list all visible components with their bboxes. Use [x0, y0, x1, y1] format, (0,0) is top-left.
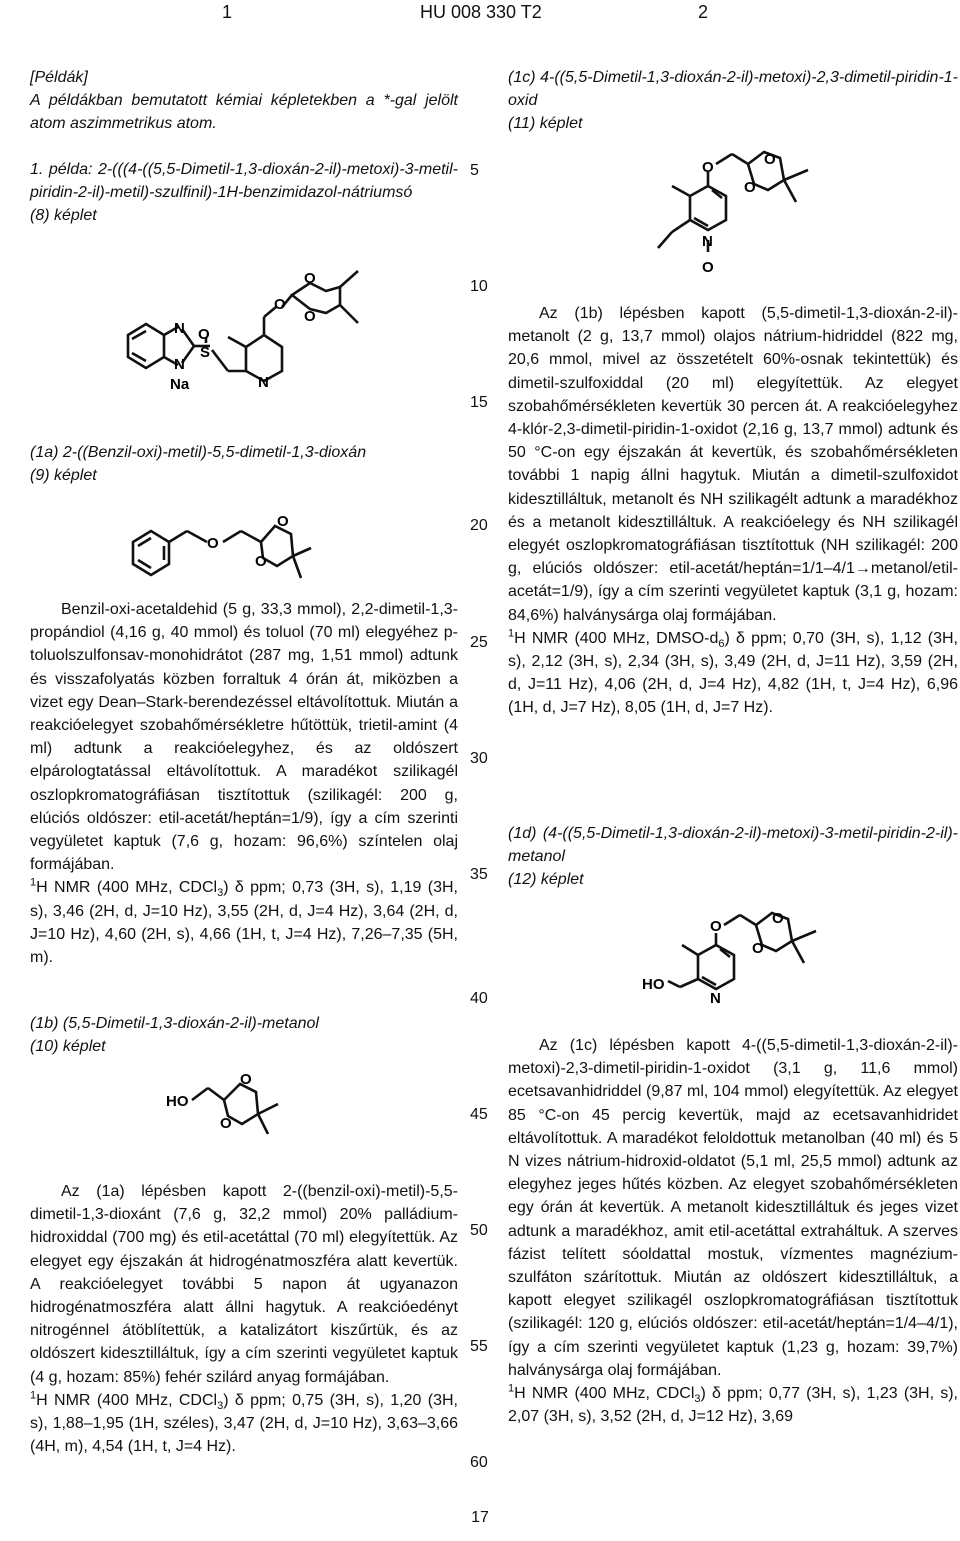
examples-heading: [Példák] [30, 69, 88, 86]
n-oxide-o: O [702, 259, 714, 276]
o-atom-ring-g: O [772, 910, 784, 927]
s-atom: S [200, 344, 211, 361]
o-atom-ether-d: O [710, 918, 722, 935]
example1c-formula: (11) képlet [508, 115, 583, 133]
o-atom-ring-b: O [255, 553, 267, 570]
o-atom-benzyl: O [207, 535, 219, 552]
line-number: 15 [470, 394, 488, 411]
o-atom-ring-e: O [764, 151, 776, 168]
line-number: 50 [470, 1222, 488, 1239]
n-atom-pyridine: N [258, 374, 269, 391]
example1c-title: (1c) 4-((5,5-Dimetil-1,3-dioxán-2-il)-metoxi)-2,3-dimetil-piridin-1-oxid [508, 69, 958, 110]
line-number: 10 [470, 278, 488, 295]
procedure-1a-text: Benzil-oxi-acetaldehid (5 g, 33,3 mmol), 2,2-dimetil-1,3-propándiol (4,16 g, 40 mmol) és toluol (70 ml) elegyéhez p-toluolszulfonsav-monohidrátot (287 mg, 1,51 mmol) adtunk és visszafolyatás közben forraltuk 4 órán át, miközben a vizet egy Dean–Stark-berendezéssel eltávolítottuk. Miután a reakcióelegyet szobahőmérsékletre hűtöttük, trietil-amint (4 ml) adtunk a reakcióelegyhez, és az oldószert elpárologtatással eltávolítottuk. A maradékot szilikagél oszlopkromatográfiásan tisztítottuk (szilikagél: 200 g, elúciós oldószer: etil-acetát/heptán=1/9), így a cím szerinti vegyületet kaptuk (7,6 g, hozam: 96,6%) színtelen olaj formájában. [30, 601, 458, 874]
procedure-1d-text: Az (1c) lépésben kapott 4-((5,5-dimetil-1,3-dioxán-2-il)-metoxi)-2,3-dimetil-piridin-1-oxidot (3,1 g, 11,6 mmol) ecetsavanhidriddel (9,87 ml, 104 mmol) elegyítettük. Az elegyet 85 °C-on 45 percig kevertük, majd az ecetsavanhidridet eltávolítottuk. A maradékot feloldottuk metanolban (40 ml) és 5 N vizes nátrium-hidroxid-oldatot (5,1 ml, 25,5 mmol) adtunk az elegyhez jeges hűtés közben. Az elegyet szobahőmérsékleten egy órán át kevertük. A metanolt kidesztilláltuk és jeges vizet adtunk a maradékhoz, amit etil-acetáttal extraháltuk. A szerves fázist telített sóoldattal mostuk, vízmentes magnézium-szulfáton szárítottuk. Miután az oldószert kidesztilláltuk, a kapott elegyet szilikagél oszlopkromatográfiásan tisztítottuk (szilikagél: 120 g, elúciós oldószer: etil-acetát/heptán=1/4–4/1), így a cím szerinti vegyületet kaptuk (1,23 g, hozam: 39,7%) halványsárga olaj formájában. [508, 1037, 958, 1379]
n-atom-2: N [174, 356, 185, 373]
structure-8 [110, 265, 360, 395]
ho-group: HO [166, 1093, 189, 1110]
page-number: 17 [471, 1509, 489, 1526]
line-number: 60 [470, 1454, 488, 1471]
example1d-title: (1d) (4-((5,5-Dimetil-1,3-dioxán-2-il)-metoxi)-3-metil-piridin-2-il)-metanol [508, 825, 958, 866]
left-page-number: 1 [222, 2, 233, 22]
example1b-heading [30, 1012, 458, 1058]
o-atom-ring-a: O [277, 513, 289, 530]
example1d-heading [508, 822, 958, 892]
o-atom-ether-c: O [702, 159, 714, 176]
line-number: 25 [470, 634, 488, 651]
example1-heading [30, 158, 458, 228]
structure-10 [160, 1070, 300, 1140]
line-number: 45 [470, 1106, 488, 1123]
n-oxide-n: N [702, 233, 713, 250]
example1b-formula: (10) képlet [30, 1038, 106, 1056]
nmr-1d: $^1$H NMR (400 MHz, CDCl$_3$) δ ppm; 0,77 (3H, s), 1,23 (3H, s), 2,07 (3H, s), 3,52 (2H, d, J=12 Hz), 3,69 [508, 1382, 958, 1426]
procedure-1c [508, 302, 958, 720]
right-page-number: 2 [698, 2, 709, 22]
example1a-formula: (9) képlet [30, 467, 97, 485]
procedure-1c-text: Az (1b) lépésben kapott (5,5-dimetil-1,3-dioxán-2-il)-metanolt (2 g, 13,7 mmol) olajos nátrium-hidriddel (822 mg, 20,6 mmol, mivel az összetételt 60%-osnak tekintettük) és dimetil-szulfoxiddal (20 ml) elegyítettük. Az elegyet szobahőmérsékleten kevertük 30 percen át. A reakcióelegyhez 4-klór-2,3-dimetil-piridin-1-oxidot (2,16 g, 13,7 mmol) adtunk és 50 °C-on egy éjszakán át kevertük, és szobahőmérsékleten további 1 napig állni hagytuk. Miután a dimetil-szulfoxidot kidesztilláltuk, metanolt és NH szilikagélt adtunk a maradékhoz és a metanolt kidesztilláltuk. A reakcióelegy és NH szilikagél elegyét oszlopkromatográfiásan tisztítottuk (NH szilikagél: 200 g, elúciós oldószer: etil-acetát/heptán=1/1–4/1→metanol/etil-acetát=1/9), így a cím szerinti vegyületet kaptuk (3,1 g, hozam: 84,6%) halványsárga olaj formájában. [508, 305, 958, 624]
line-number: 5 [470, 162, 479, 179]
procedure-1b-text: Az (1a) lépésben kapott 2-((benzil-oxi)-metil)-5,5-dimetil-1,3-dioxánt (7,6 g, 32,2 mmol) 20% palládium-hidroxiddal (700 mg) és etil-acetáttal (70 ml) elegyítettük. Az elegyet egy éjszakán át hidrogénatmoszféra alatt kevertük. A reakcióelegyet további 5 napon át ugyanazon hidrogénatmoszféra alatt állni hagytuk. A reakcióedényt nitrogénnel átöblítettük, a katalizátort kiszűrtük, és az oldószert kidesztilláltuk, így a cím szerinti vegyületet kaptuk (4 g, hozam: 85%) fehér szilárd anyag formájában. [30, 1183, 458, 1386]
nmr-1c: $^1$H NMR (400 MHz, DMSO-$d_6$) δ ppm; 0,70 (3H, s), 1,12 (3H, s), 2,12 (3H, s), 2,34 (3H, s), 3,49 (2H, d, J=11 Hz), 3,59 (2H, d, J=11 Hz), 4,06 (2H, d, J=4 Hz), 4,82 (1H, t, J=4 Hz), 6,96 (1H, d, J=7 Hz), 8,05 (1H, d, J=7 Hz). [508, 627, 958, 717]
structure-9 [125, 508, 315, 588]
n-atom-1: N [174, 320, 185, 337]
patent-number: HU 008 330 T2 [420, 2, 542, 22]
nmr-1a: $^1$H NMR (400 MHz, CDCl$_3$) δ ppm; 0,73 (3H, s), 1,19 (3H, s), 3,46 (2H, d, J=10 Hz), 3,55 (2H, d, J=4 Hz), 3,64 (2H, d, J=10 Hz), 4,60 (2H, s), 4,66 (1H, t, J=4 Hz), 7,26–7,35 (5H, m). [30, 877, 458, 967]
line-number: 30 [470, 750, 488, 767]
example1b-title: (1b) (5,5-Dimetil-1,3-dioxán-2-il)-metanol [30, 1015, 319, 1032]
example1c-heading [508, 66, 958, 136]
example1-formula: (8) képlet [30, 207, 97, 225]
procedure-1d [508, 1034, 958, 1428]
example1d-formula: (12) képlet [508, 871, 584, 889]
n-atom-d: N [710, 990, 721, 1007]
examples-block [30, 66, 458, 136]
o-atom-ring-d: O [220, 1115, 232, 1132]
procedure-1a [30, 598, 458, 969]
nmr-1b: $^1$H NMR (400 MHz, CDCl$_3$) δ ppm; 0,75 (3H, s), 1,20 (3H, s), 1,88–1,95 (1H, széles), 3,47 (2H, d, J=10 Hz), 3,63–3,66 (4H, m), 4,54 (1H, t, J=4 Hz). [30, 1389, 458, 1456]
na-atom: Na [170, 376, 190, 393]
line-number: 35 [470, 866, 488, 883]
line-number: 55 [470, 1338, 488, 1355]
o-atom-ring-c: O [240, 1071, 252, 1088]
examples-intro: A példákban bemutatott kémiai képletekben a *-gal jelölt atom aszimmetrikus atom. [30, 92, 458, 133]
example1a-title: (1a) 2-((Benzil-oxi)-metil)-5,5-dimetil-1,3-dioxán [30, 444, 367, 461]
o-atom-ring-f: O [744, 179, 756, 196]
line-number: 40 [470, 990, 488, 1007]
o-atom-ring-1: O [304, 270, 316, 287]
ho-group-d: HO [642, 976, 665, 993]
example1-title: 1. példa: 2-(((4-((5,5-Dimetil-1,3-dioxán-2-il)-metoxi)-3-metil-piridin-2-il)-metil)-szulfinil)-1H-benzimidazol-nátriumsó [30, 161, 458, 202]
structure-12 [632, 905, 832, 1015]
o-atom-ring-2: O [304, 308, 316, 325]
structure-11 [648, 150, 818, 280]
o-atom-ether: O [274, 296, 286, 313]
line-number: 20 [470, 517, 488, 534]
o-atom-ring-h: O [752, 940, 764, 957]
procedure-1b [30, 1180, 458, 1458]
example1a-heading [30, 441, 458, 487]
o-atom-sulfoxide: O [198, 326, 210, 343]
